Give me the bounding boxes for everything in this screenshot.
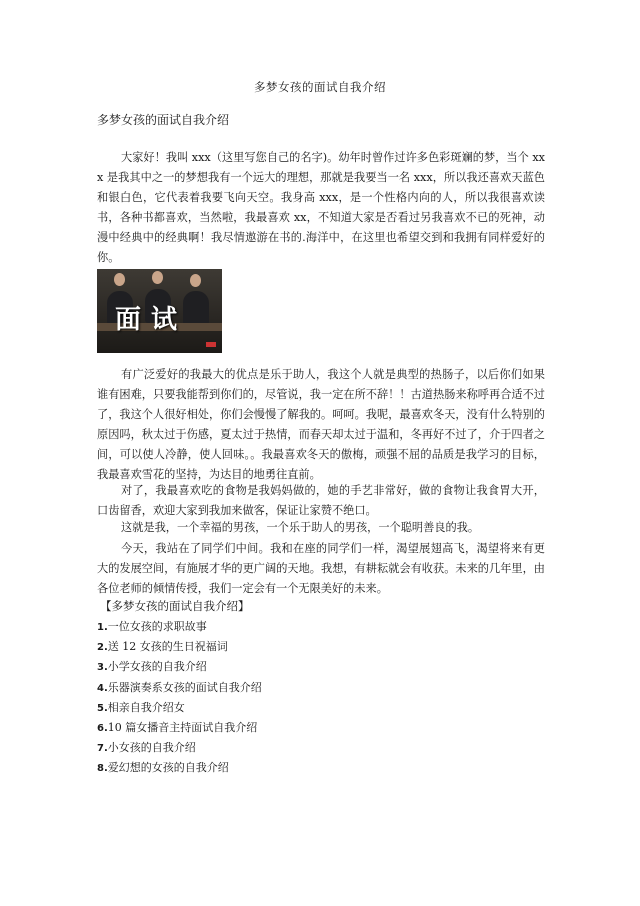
related-link-text: 送 12 女孩的生日祝福词 [107, 640, 228, 654]
person-head [152, 271, 163, 284]
document-subtitle: 多梦女孩的面试自我介绍 [97, 113, 230, 127]
document-title: 多梦女孩的面试自我介绍 [254, 80, 386, 94]
related-link[interactable] [97, 698, 262, 718]
related-link[interactable] [97, 718, 262, 738]
related-link[interactable] [97, 617, 262, 637]
watermark-mark [206, 342, 216, 347]
related-link[interactable] [97, 678, 262, 698]
related-heading: 【多梦女孩的面试自我介绍】 [100, 599, 250, 613]
interview-photo [97, 269, 222, 353]
related-link-text: 乐器演奏系女孩的面试自我介绍 [107, 680, 262, 694]
related-links-list [97, 617, 262, 779]
related-link-text: 一位女孩的求职故事 [107, 620, 207, 633]
related-link-number: 1. [97, 622, 108, 633]
paragraph-strengths: 有广泛爱好的我最大的优点是乐于助人，我这个人就是典型的热肠子，以后你们如果谁有困难，只要我能帮到你们的，尽管说，我一定在所不辞！！古道热肠来称呼再合适不过了，我这个人很好相处，你们会慢慢了解我的。呵呵。我呢，最喜欢冬天，没有什么特别的原因吗，秋太过于伤感，夏太过于热情，而春天却太过于温和，冬再好不过了，介于四者之间，可以使人冷静，使人回味。。我最喜欢冬天的傲梅，顽强不屈的品质是我学习的目标，我最喜欢雪花的坚持，为达目的地勇往直前。 [97, 368, 545, 481]
related-link-number: 3. [97, 662, 108, 674]
related-link-number: 4. [97, 682, 108, 694]
paragraph-future: 今天，我站在了同学们中间。我和在座的同学们一样，渴望展翅高飞，渴望将来有更大的发展空间，有施展才华的更广阔的天地。我想，有耕耘就会有收获。未来的几年里，由各位老师的倾情传授，我们一定会有一个无限美好的未来。 [97, 542, 545, 595]
related-link-number: 5. [97, 702, 108, 714]
related-link-text: 10 篇女播音主持面试自我介绍 [107, 720, 258, 734]
related-link[interactable] [97, 738, 262, 758]
person-head [190, 274, 201, 287]
related-link[interactable] [97, 637, 262, 657]
related-link-number: 7. [97, 743, 108, 755]
person-head [114, 273, 125, 286]
related-link-text: 小女孩的自我介绍 [107, 741, 196, 755]
related-link-text: 小学女孩的自我介绍 [107, 660, 207, 674]
related-link-number: 8. [97, 763, 108, 775]
related-link-number: 6. [97, 722, 108, 734]
related-link[interactable] [97, 657, 262, 677]
paragraph-intro: 大家好！我叫 xxx（这里写您自己的名字)。幼年时曾作过许多色彩斑斓的梦，当个 xxx 是我其中之一的梦想我有一个远大的理想，那就是我要当一名 xxx，所以我还喜欢天蓝色和银白色，它代表着我要飞向天空。我身高 xxx，是一个性格内向的人，所以我很喜欢读书，各种书都喜欢，当然啦，我最喜欢 xx，不知道大家是否看过另我喜欢不已的死神，动漫中经典中的经典啊！我尽情遨游在书的.海洋中，在这里也希望交到和我拥有同样爱好的你。 [97, 151, 545, 264]
related-link-number: 2. [97, 642, 108, 654]
paragraph-summary: 这就是我，一个幸福的男孩，一个乐于助人的男孩，一个聪明善良的我。 [121, 521, 480, 534]
related-link-text: 爱幻想的女孩的自我介绍 [107, 761, 229, 775]
paragraph-food: 对了，我最喜欢吃的食物是我妈妈做的，她的手艺非常好，做的食物让我食胃大开，口齿留香，欢迎大家到我加来做客，保证让家赞不绝口。 [97, 484, 545, 517]
related-link[interactable] [97, 758, 262, 778]
interview-caption: 面试 [115, 305, 188, 335]
related-link-text: 相亲自我介绍女 [107, 700, 185, 714]
